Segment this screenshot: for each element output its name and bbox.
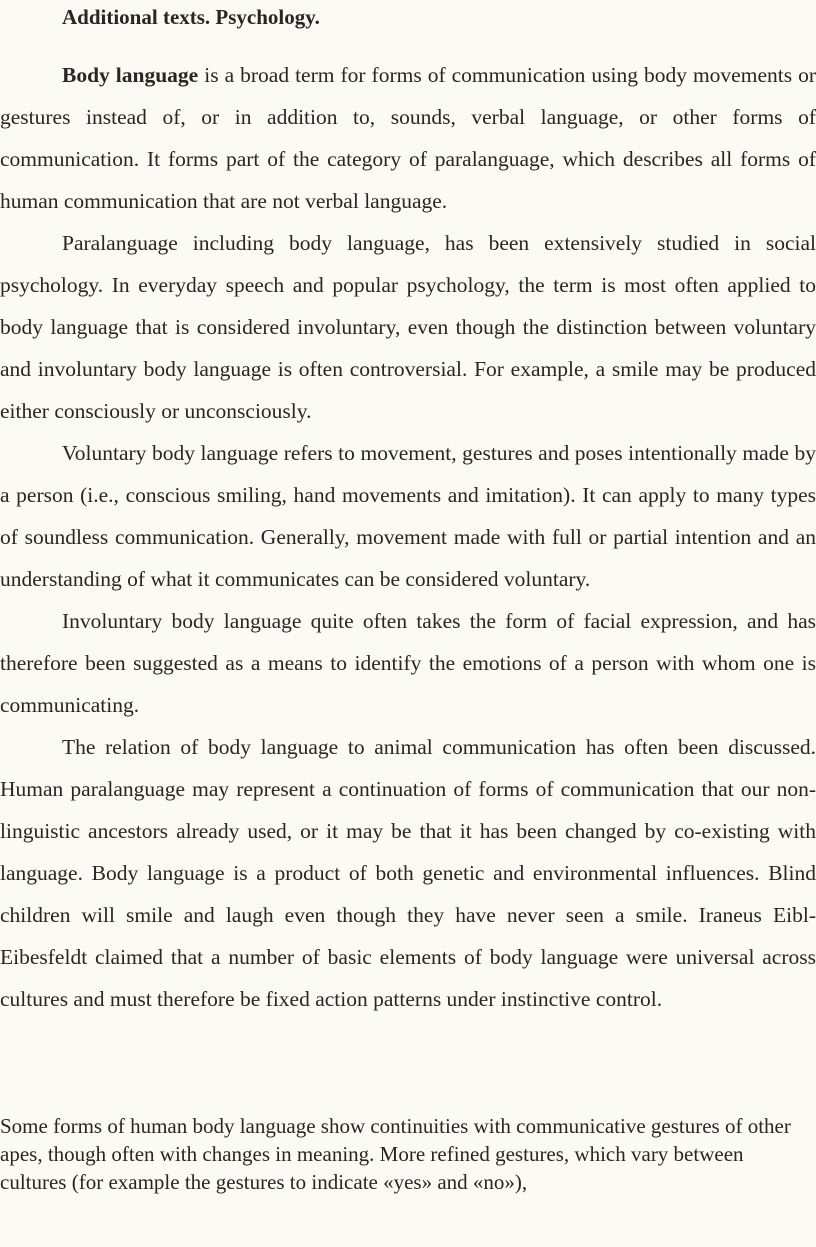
paragraph-apes-gestures: Some forms of human body language show continuities with communicative gestures of other apes, though often with changes in meaning. More refined gestures, which vary between cultures (for example the gestures to indicate «yes» and «no»),: [0, 1114, 791, 1194]
paragraph-involuntary: Involuntary body language quite often takes the form of facial expression, and has therefore been suggested as a means to identify the emotions of a person with whom one is communicating.: [0, 609, 816, 717]
paragraph-text: is a broad term for forms of communication using body movements or gestures instead of, or in addition to, sounds, verbal language, or other forms of communication. It forms part of the category of paralanguage, which describes all forms of human communication that are not verbal language.: [0, 63, 816, 213]
paragraph-paralanguage: Paralanguage including body language, has been extensively studied in social psychology. In everyday speech and popular psychology, the term is most often applied to body language that is considered involuntary, even though the distinction between voluntary and involuntary body language is often controversial. For example, a smile may be produced either consciously or unconsciously.: [0, 231, 816, 423]
document-body: [0, 54, 816, 1020]
paragraph-body-language: [0, 54, 816, 222]
term-body-language: Body language: [62, 63, 199, 87]
paragraph-animal-communication: The relation of body language to animal communication has often been discussed. Human paralanguage may represent a continuation of forms of communication that our non-linguistic ancestors already used, or it may be that it has been changed by co-existing with language. Body language is a product of both genetic and environmental influences. Blind children will smile and laugh even though they have never seen a smile. Iraneus Eibl-Eibesfeldt claimed that a number of basic elements of body language were universal across cultures and must therefore be fixed action patterns under instinctive control.: [0, 735, 816, 1011]
document-heading: Additional texts. Psychology.: [62, 5, 320, 29]
paragraph-voluntary: Voluntary body language refers to movement, gestures and poses intentionally made by a person (i.e., conscious smiling, hand movements and imitation). It can apply to many types of soundless communication. Generally, movement made with full or partial intention and an understanding of what it communicates can be considered voluntary.: [0, 441, 816, 591]
